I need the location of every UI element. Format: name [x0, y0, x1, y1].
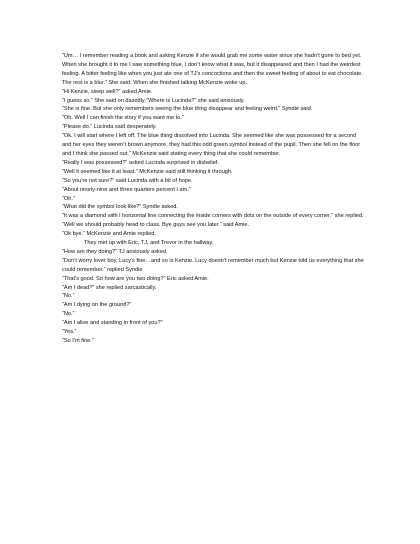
paragraph: “Hi Kenzie, sleep well?” asked Amie. [62, 88, 153, 95]
body-text [62, 52, 364, 346]
paragraph: “I guess so.” She said on dazedly “Where is Lucinda?” she said anxiously. [62, 97, 245, 104]
paragraph: “Well it seemed like it at least.” McKenzie said still thinking it through. [62, 168, 233, 175]
paragraph: “Ok. I will start where I left off. The blue thing dissolved into Lucinda. She seemed like she was possessed for a second and her eyes they weren’t brown anymore, they had this odd green symbol instead of the pupil. Then she fell on the floor and I think she passed out.” McKenzie said stating every thing that she could remember. [62, 133, 361, 157]
paragraph: “Um… I remember reading a book and asking Kenzie if she would grab me some water since she hadn’t gone to bed yet. When she brought it to me I saw something blue, I don’t know what it was, but it disappeared and then I had the weirdest feeling. A bitter feeling like when you just ate one of TJ’s concoctions and then the sweet feeling of about to eat chocolate. The rest is a blur.” She said. When she finished talking McKenzie woke up. [62, 53, 363, 86]
paragraph: “Don’t worry lover boy, Lucy’s fine…and so is Kenzie. Lucy doesn’t remember much but Kenzie told us everything that she could remember.” replied Syndie [62, 257, 364, 273]
paragraph: “So you’re not sure?” said Lucinda with a bit of hope. [62, 177, 193, 184]
paragraph: “Am I dying on the ground?” [62, 302, 132, 309]
paragraph: “Oh. Well I can finish the story if you want me to.” [62, 115, 184, 122]
paragraph: “Ok bye.” McKenzie and Amie replied. [62, 231, 156, 238]
paragraph: “No.” [62, 311, 75, 318]
paragraph: “About ninety-nine and three quarters percent I am.” [62, 186, 191, 193]
paragraph: “Well we should probably head to class. Bye guys see you later.” said Amie. [62, 222, 250, 229]
paragraph: “It was a diamond with l horizontal line connecting the inside corners with dots on the outside of every corner.” she replied. [62, 213, 364, 220]
paragraph: They met up with Eric, TJ, and Trevor in the hallway. [84, 240, 214, 247]
paragraph: “Am I alive and standing in front of you?” [62, 320, 163, 327]
paragraph: “Am I dead?” she replied sarcastically. [62, 284, 157, 291]
paragraph: “She is fine. But she only remembers seeing the blue thing disappear and feeling weird.” Syndie said. [62, 106, 313, 113]
paragraph: “That’s good. So how are you two doing?” Eric asked Amie. [62, 275, 209, 282]
paragraph: “So I’m fine.” [62, 338, 94, 344]
paragraph: “Yes.” [62, 329, 77, 336]
paragraph: “Really I was possessed?” asked Lucinda surprised in disbelief. [62, 159, 220, 166]
paragraph: “Please do.” Lucinda said desperately. [62, 124, 157, 131]
paragraph: “Oh.” [62, 195, 75, 202]
paragraph: “How are they doing?” TJ anxiously asked. [62, 248, 168, 255]
paragraph: “No.” [62, 293, 75, 300]
paragraph: “What did the symbol look like?” Syndie asked. [62, 204, 178, 211]
